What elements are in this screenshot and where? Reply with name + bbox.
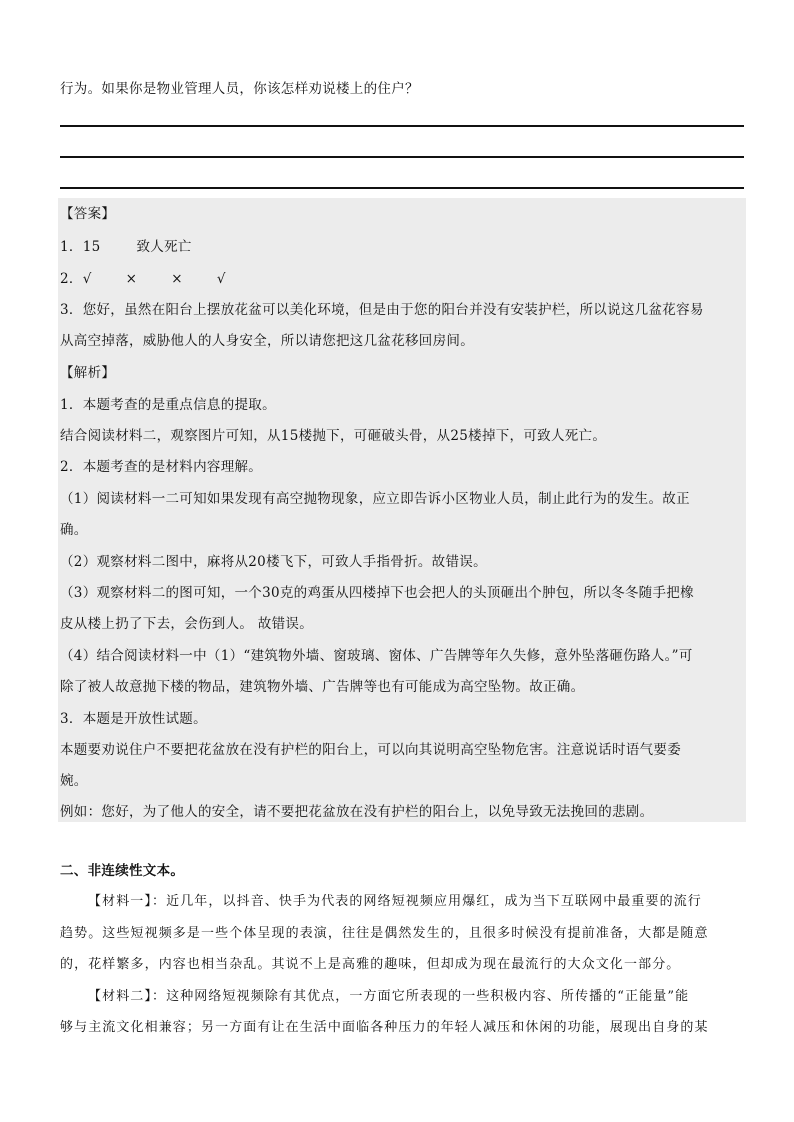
answer-1 — [60, 238, 192, 256]
answer-2-mark-3: × — [171, 271, 183, 287]
analysis-line: 皮从楼上扔了下去，会伤到人。 故错误。 — [60, 616, 313, 632]
answer-line-3 — [60, 187, 744, 189]
answer-2 — [60, 270, 226, 288]
analysis-line: 1．本题考查的是重点信息的提取。 — [60, 397, 276, 413]
analysis-line: 本题要劝说住户不要把花盆放在没有护栏的阳台上，可以向其说明高空坠物危害。注意说话时语气要委 — [60, 742, 681, 758]
answer-analysis-box — [58, 198, 746, 822]
analysis-line: 确。 — [60, 522, 88, 538]
analysis-line: （2）观察材料二图中，麻将从20楼飞下，可致人手指骨折。故错误。 — [60, 554, 487, 570]
answer-3-line-2: 从高空掉落，威胁他人的人身安全，所以请您把这几盆花移回房间。 — [60, 333, 474, 349]
analysis-line: （3）观察材料二的图可知，一个30克的鸡蛋从四楼掉下也会把人的头顶砸出个肿包，所以冬冬随手把橡 — [60, 585, 694, 601]
analysis-line: 例如：您好，为了他人的安全，请不要把花盆放在没有护栏的阳台上，以免导致无法挽回的悲剧。 — [60, 804, 654, 820]
answer-2-mark-2: × — [125, 271, 138, 287]
analysis-line: 2．本题考查的是材料内容理解。 — [60, 459, 263, 475]
analysis-line: （1）阅读材料一二可知如果发现有高空抛物现象，应立即告诉小区物业人员，制止此行为的发生。故正 — [60, 491, 690, 507]
section-heading: 二、非连续性文本。 — [60, 863, 185, 879]
material-2-line: 【材料二】：这种网络短视频除有其优点，一方面它所表现的一些积极内容、所传播的“正能量”能 — [88, 989, 690, 1004]
material-2-line: 够与主流文化相兼容；另一方面有让在生活中面临各种压力的年轻人减压和休闲的功能，展现出自身的某 — [60, 1020, 709, 1035]
material-1-line: 【材料一】：近几年，以抖音、快手为代表的网络短视频应用爆红，成为当下互联网中最重要的流行 — [88, 894, 702, 909]
material-1-line: 的，花样繁多，内容也相当杂乱。其说不上是高雅的趣味，但却成为现在最流行的大众文化一部分。 — [60, 957, 681, 972]
answer-2-mark-1: 2．√ — [60, 271, 92, 287]
question-text: 行为。如果你是物业管理人员，你该怎样劝说楼上的住户？ — [60, 81, 419, 97]
analysis-line: 除了被人故意抛下楼的物品，建筑物外墙、广告牌等也有可能成为高空坠物。故正确。 — [60, 679, 585, 695]
material-1-line: 趋势。这些短视频多是一些个体呈现的表演，往往是偶然发生的，且很多时候没有提前准备，大都是随意 — [60, 926, 709, 941]
answer-line-1 — [60, 125, 744, 127]
answer-2-mark-4: √ — [216, 271, 226, 287]
answer-1-text: 致人死亡 — [136, 239, 192, 255]
analysis-line: 结合阅读材料二，观察图片可知，从15楼抛下，可砸破头骨，从25楼掉下，可致人死亡。 — [60, 428, 607, 444]
answer-line-2 — [60, 156, 744, 158]
answer-label: 【答案】 — [60, 206, 116, 222]
answer-3-line-1: 3．您好，虽然在阳台上摆放花盆可以美化环境，但是由于您的阳台并没有安装护栏，所以说这几盆花容易 — [60, 302, 704, 318]
analysis-line: （4）结合阅读材料一中（1）“建筑物外墙、窗玻璃、窗体、广告牌等年久失修，意外坠落砸伤路人。”可 — [60, 648, 693, 664]
answer-1-number: 1．15 — [60, 239, 101, 255]
analysis-label: 【解析】 — [60, 365, 116, 381]
analysis-line: 3．本题是开放性试题。 — [60, 711, 207, 727]
analysis-line: 婉。 — [60, 773, 88, 789]
